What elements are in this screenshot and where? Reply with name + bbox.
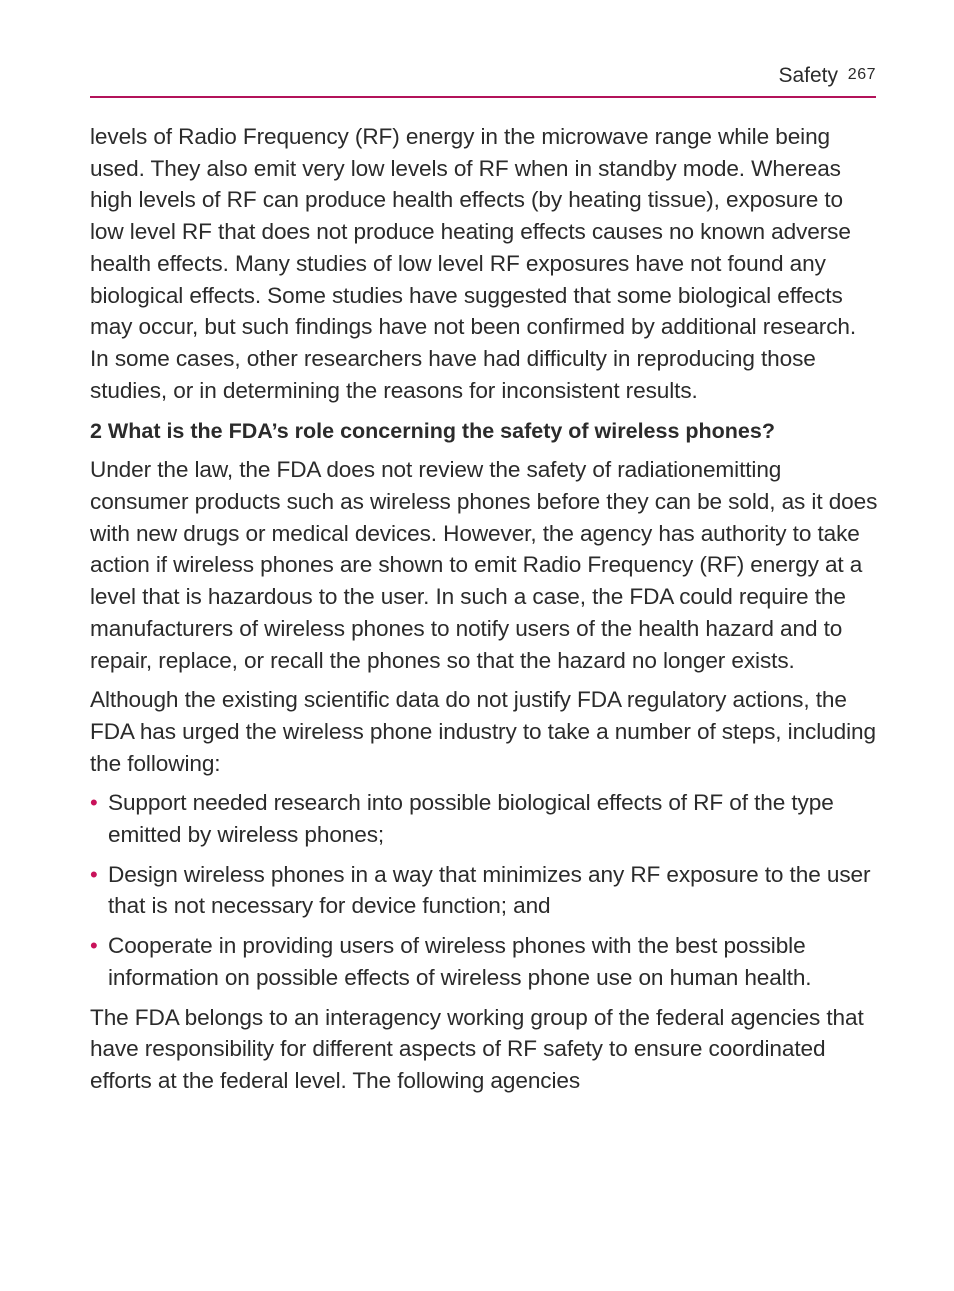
bullet-icon: • [90,790,98,816]
list-item-text: Design wireless phones in a way that minimizes any RF exposure to the user that is not necessary for device function; and [108,861,871,919]
section-heading-fda-role: 2 What is the FDA’s role concerning the safety of wireless phones? [90,419,775,444]
paragraph-fda-steps: Although the existing scientific data do not justify FDA regulatory actions, the FDA has urged the wireless phone industry to take a number of steps, including the following: [90,687,876,776]
steps-list [90,787,880,993]
page-header [90,58,876,98]
list-item [90,930,880,993]
list-item [90,787,880,850]
list-item-text: Cooperate in providing users of wireless phones with the best possible information on possible effects of wireless phone use on human health. [108,933,812,990]
page-number: 267 [847,66,876,83]
paragraph-rf-levels: levels of Radio Frequency (RF) energy in the microwave range while being used. They also emit very low levels of RF when in standby mode. Whereas high levels of RF can produce health effects (by heating tissue), exposure to low level RF that does not produce heating effects causes no known adverse health effects. Many studies of low level RF exposures have not found any biological effects. Some studies have suggested that some biological effects may occur, but such findings have not been confirmed by additional research. In some cases, other researchers have had difficulty in reproducing those studies, or in determining the reasons for inconsistent results. [90,124,857,403]
paragraph-interagency: The FDA belongs to an interagency working group of the federal agencies that have responsibility for different aspects of RF safety to ensure coordinated efforts at the federal level. The following agencies [90,1004,864,1093]
bullet-icon: • [90,933,98,959]
paragraph-fda-law: Under the law, the FDA does not review the safety of radiationemitting consumer products such as wireless phones before they can be sold, as it does with new drugs or medical devices. However, the agency has authority to take action if wireless phones are shown to emit Radio Frequency (RF) energy at a level that is hazardous to the user. In such a case, the FDA could require the manufacturers of wireless phones to notify users of the health hazard and to repair, replace, or recall the phones so that the hazard no longer exists. [90,457,878,673]
document-body [90,121,880,1105]
section-title: Safety [778,64,838,87]
bullet-icon: • [90,861,98,887]
list-item [90,859,880,922]
list-item-text: Support needed research into possible biological effects of RF of the type emitted by wireless phones; [108,790,834,848]
